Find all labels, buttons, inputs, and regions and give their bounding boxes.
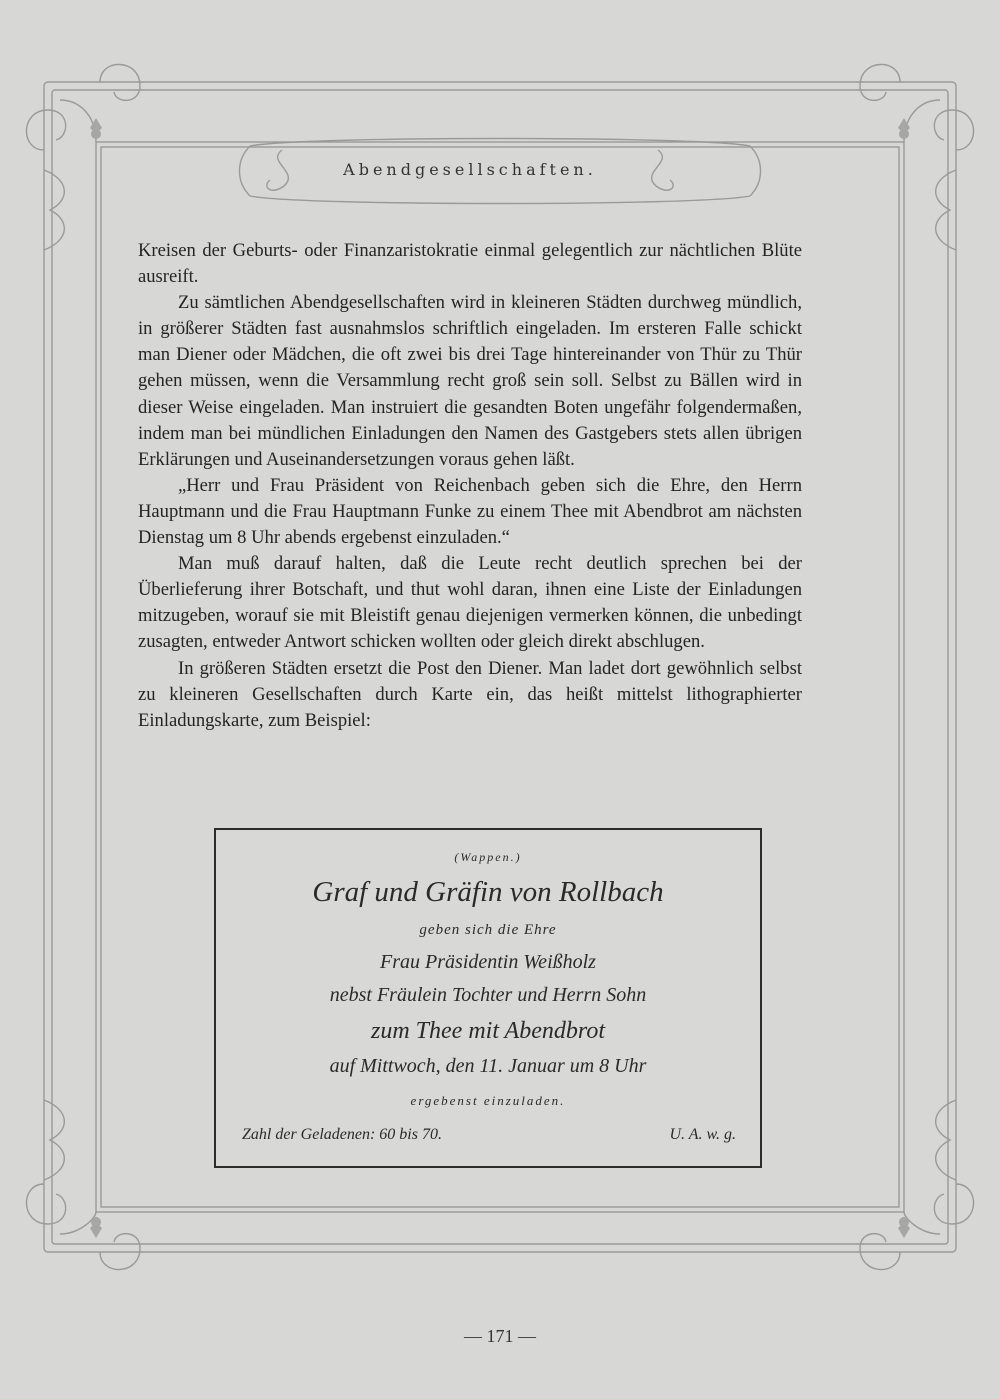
body-text: [138, 238, 802, 734]
page-number: — 171 —: [464, 1326, 536, 1346]
paragraph-4: Man muß darauf halten, daß die Leute recht deutlich sprechen bei der Überlieferung ihrer Botschaft, und thut wohl daran, ihnen eine Liste der Einladungen mitzugeben, worauf sie mit Bleistift genau diejenigen vermerken können, die unbedingt zusagten, entweder Antwort schicken wollten oder gleich direkt abschlugen.: [138, 553, 802, 653]
card-wappen: (Wappen.): [454, 850, 522, 864]
card-rsvp: U. A. w. g.: [669, 1126, 736, 1143]
invitation-card: [214, 828, 762, 1168]
card-date: auf Mittwoch, den 11. Januar um 8 Uhr: [329, 1055, 647, 1077]
card-frau: Frau Präsidentin Weißholz: [380, 951, 596, 973]
card-nebst: nebst Fräulein Tochter und Herrn Sohn: [329, 984, 647, 1006]
card-geben: geben sich die Ehre: [419, 922, 557, 938]
paragraph-2: Zu sämtlichen Abendgesellschaften wird in kleineren Städten durchweg mündlich, in größerer Städten fast ausnahmslos schriftlich eingeladen. Im ersteren Falle schickt man Diener oder Mädchen, die oft zwei bis drei Tage hintereinander von Thür zu Thür gehen müssen, wenn die Versammlung recht groß sein soll. Selbst zu Bällen wird in dieser Weise eingeladen. Man instruiert die gesandten Boten ungefähr folgendermaßen, indem man bei mündlichen Einladungen den Namen des Gastgebers stets allen übrigen Erklärungen und Auseinandersetzungen voraus gehen läßt.: [138, 292, 802, 470]
card-thee: zum Thee mit Abendbrot: [371, 1018, 605, 1044]
paragraph-3: „Herr und Frau Präsident von Reichenbach geben sich die Ehre, den Herrn Hauptmann und die Frau Hauptmann Funke zu einem Thee mit Abendbrot am nächsten Dienstag um 8 Uhr abends ergebenst einzuladen.“: [138, 474, 802, 549]
paragraph-5: In größeren Städten ersetzt die Post den Diener. Man ladet dort gewöhnlich selbst zu kleineren Gesellschaften durch Karte ein, das heißt mittelst lithographierter Einladungskarte, zum Beispiel:: [138, 657, 802, 731]
paragraph-1: Kreisen der Geburts- oder Finanzaristokratie einmal gelegentlich zur nächtlichen Blüte ausreift.: [138, 240, 802, 288]
running-head: Abendgesellschaften.: [343, 160, 597, 179]
card-ergebenst: ergebenst einzuladen.: [410, 1093, 566, 1108]
card-guest-count: Zahl der Geladenen: 60 bis 70.: [242, 1126, 442, 1143]
card-names: Graf und Gräfin von Rollbach: [312, 876, 664, 908]
